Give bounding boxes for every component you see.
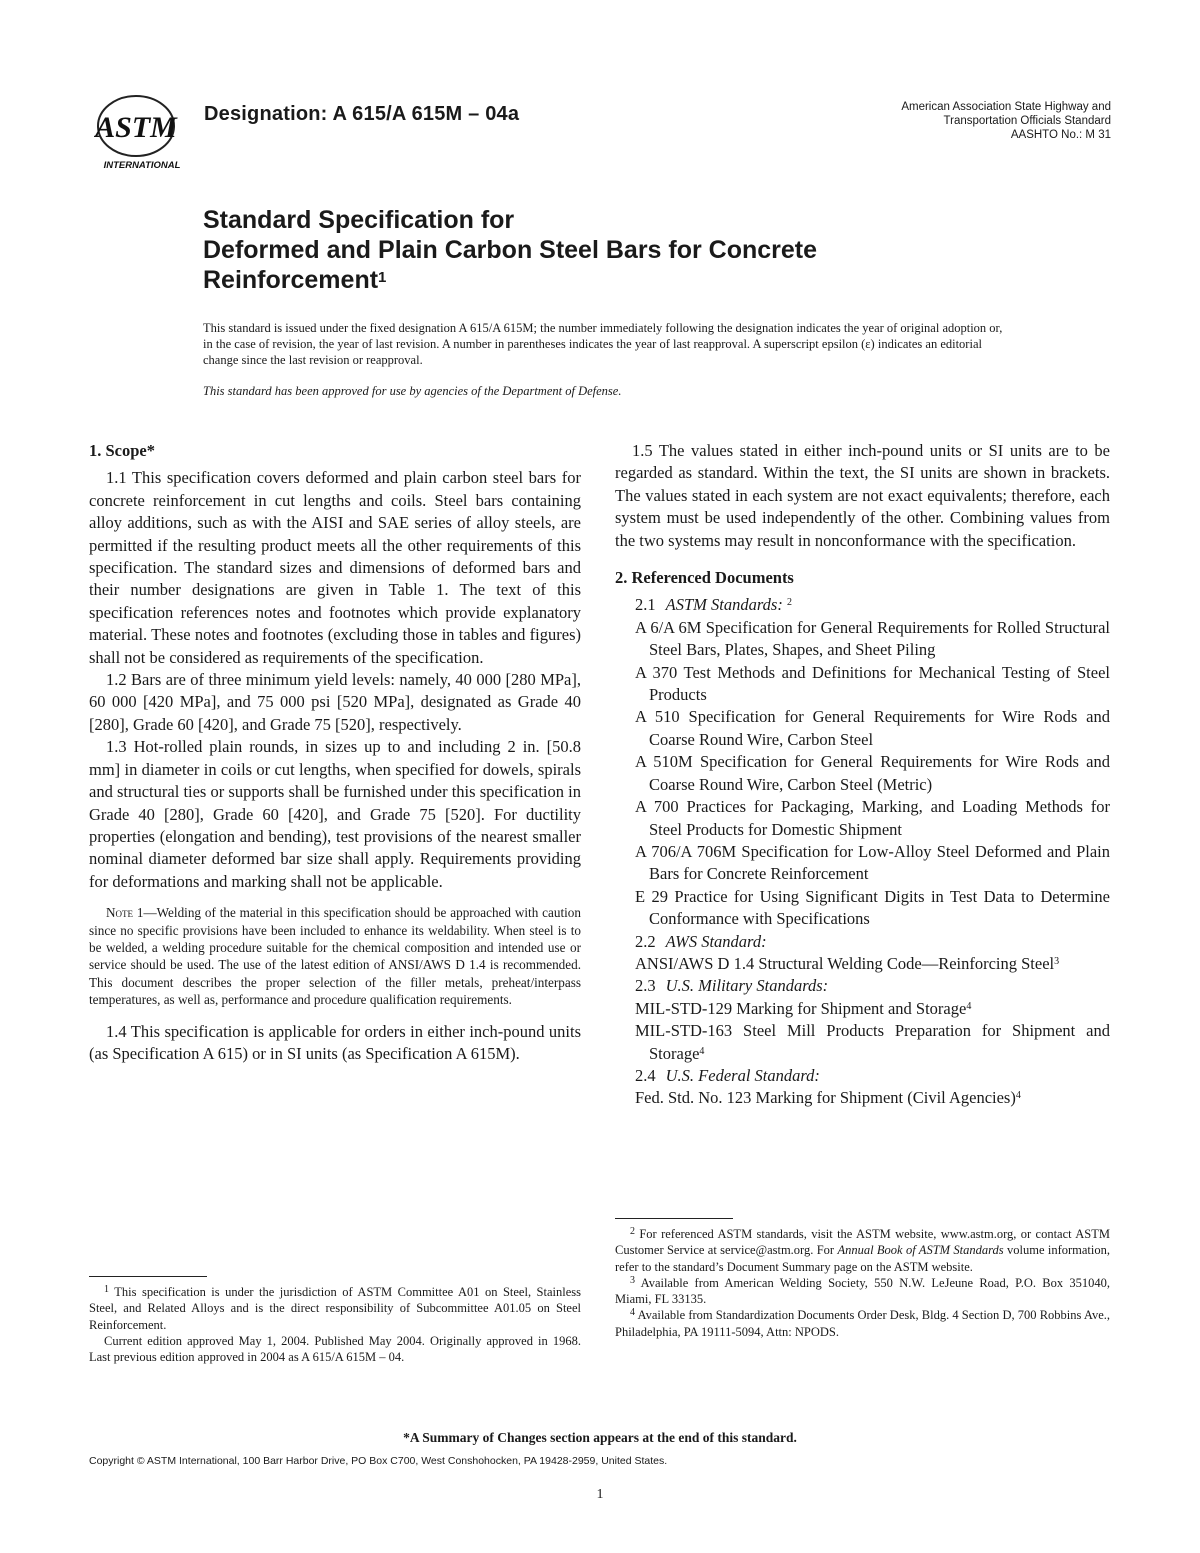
scope-heading: 1. Scope* [89,441,155,460]
astm-reference-item: A 370 Test Methods and Definitions for Mechanical Testing of Steel Products [635,662,1110,705]
astm-reference-item: A 6/A 6M Specification for General Requirements for Rolled Structural Steel Bars, Plates, Shapes, and Sheet Piling [635,617,1110,660]
right-column [615,440,1110,1110]
aws-footnote-ref: 3 [1054,955,1060,967]
para-1-5: 1.5 The values stated in either inch-pound units or SI units are to be regarded as standard. Within the text, the SI units are shown in brackets. The values stated in each system are not exact equivalents; therefore, each system must be used independently of the other. Combining values from the two systems may result in nonconformance with the specification. [615,441,1110,550]
footnote-1 [89,1284,581,1333]
title-line3-text: Reinforcement [203,266,379,294]
sub-2-2-title: AWS Standard: [665,931,767,951]
footnotes-left [89,1284,581,1365]
note-label: Note 1 [106,905,144,921]
astm-reference-item: A 706/A 706M Specification for Low-Alloy Steel Deformed and Plain Bars for Concrete Reinforcement [635,841,1110,884]
org-line3: AASHTO No.: M 31 [1010,129,1111,141]
sub-2-1-num: 2.1 [635,595,656,615]
title-line2: Deformed and Plain Carbon Steel Bars for Concrete [203,236,818,264]
left-column [89,440,581,1065]
sub-2-3 [615,975,1110,997]
sub-2-4 [615,1065,1110,1087]
footnote-4-text: Available from Standardization Documents Order Desk, Bldg. 4 Section D, 700 Robbins Ave., Philadelphia, PA 19111-5094, Attn: NPODS. [615,1308,1110,1339]
para-1-4: 1.4 This specification is applicable for orders in either inch-pound units (as Specification A 615) or in SI units (as Specification A 615M). [89,1021,581,1063]
footnote-3 [615,1275,1110,1308]
org-line1: American Association State Highway and [901,101,1111,113]
logo-text: ASTM [95,111,177,144]
footnote-2-text-a: For referenced ASTM standards, visit the ASTM website, www.astm.org, or contact ASTM Customer Service at service@astm.org. For [615,1227,1111,1258]
footnote-2-mark: 2 [630,1226,635,1237]
footnote-2-italic: Annual Book of ASTM Standards [837,1243,1004,1258]
page-number: 1 [596,1487,604,1502]
aws-reference [615,953,1110,975]
title-footnote-ref: 1 [378,269,387,286]
footnote-rule-left [89,1276,207,1277]
title-line3 [203,265,817,295]
mil-163-text: MIL-STD-163 Steel Mill Products Preparation for Shipment and Storage [635,1021,1110,1063]
para-1-1: 1.1 This specification covers deformed and plain carbon steel bars for concrete reinforcement in cut lengths and coils. Steel bars containing alloy additions, such as with the AISI and SAE series of alloy steels, are permitted if the resulting product meets all the other requirements of this specification. The standard sizes and dimensions of deformed bars and their number designations are given in Table 1. The text of this specification references notes and footnotes which provide explanatory material. These notes and footnotes (excluding those in tables and figures) shall not be considered as requirements of the specification. [89,468,581,667]
referenced-docs-heading: 2. Referenced Documents [615,568,794,588]
mil-163-footnote-ref: 4 [699,1045,705,1057]
astm-reference-item: E 29 Practice for Using Significant Digits in Test Data to Determine Conformance with Specifications [635,886,1110,929]
sub-2-4-num: 2.4 [635,1065,656,1085]
note-text: —Welding of the material in this specification should be approached with caution since no specific provisions have been included to enhance its weldability. When steel is to be welded, a welding procedure suitable for the chemical composition and intended use or service should be used. The use of the latest edition of ANSI/AWS D 1.4 is recommended. This document describes the proper selection of the filler metals, preheat/interpass temperatures, as well as, performance and procedure qualification requirements. [89,905,581,1008]
astm-reference-item: A 510 Specification for General Requirements for Wire Rods and Coarse Round Wire, Carbon Steel [635,707,1110,749]
dod-approved-note: This standard has been approved for use by agencies of the Department of Defense. [203,384,622,398]
para-1-3: 1.3 Hot-rolled plain rounds, in sizes up to and including 2 in. [50.8 mm] in diameter in coils or cut lengths, when specified for dowels, spirals and structural ties or supports shall be furnished under this specification in Grade 40 [280], Grade 60 [420], and Grade 75 [520]. For ductility properties (elongation and bending), test provisions of the nearest smaller nominal diameter deformed bar size shall apply. Requirements providing for deformations and marking shall not be applicable. [89,737,581,891]
footnote-rule-right [615,1218,733,1219]
aashto-org [901,100,1111,142]
sub-2-1 [615,594,1110,616]
fed-reference [615,1087,1110,1109]
logo-sub-text: INTERNATIONAL [103,160,181,171]
footnote-2 [615,1226,1110,1275]
footnote-2-text-b: volume information, refer to the standard’s Document Summary page on the ASTM website. [615,1243,1110,1274]
sub-2-1-title: ASTM Standards: [665,595,783,615]
sub-2-3-title: U.S. Military Standards: [665,976,829,996]
astm-reference-item: A 510M Specification for General Requirements for Wire Rods and Coarse Round Wire, Carbon Steel (Metric) [635,752,1110,794]
mil-129-footnote-ref: 4 [966,1000,972,1012]
footnote-3-text: Available from American Welding Society, 550 N.W. LeJeune Road, P.O. Box 351040, Miami, FL 33135. [615,1275,1110,1307]
astm-reference-list [615,617,1110,931]
para-1-2: 1.2 Bars are of three minimum yield levels: namely, 40 000 [280 MPa], 60 000 [420 MPa], and 75 000 psi [520 MPa], designated as Grade 40 [280], Grade 60 [420], and Grade 75 [520], respectively. [89,670,581,734]
footnote-4-mark: 4 [630,1307,635,1319]
copyright: Copyright © ASTM International, 100 Barr Harbor Drive, PO Box C700, West Conshohocken, PA 19428-2959, United States. [89,1455,668,1467]
footnote-1-edition: Current edition approved May 1, 2004. Published May 2004. Originally approved in 1968. Last previous edition approved in 2004 as A 615/A 615M – 04. [89,1333,581,1365]
issued-note: This standard is issued under the fixed designation A 615/A 615M; the number immediately following the designation indicates the year of original adoption or, in the case of revision, the year of last revision. A number in parentheses indicates the year of last reapproval. A superscript epsilon (ε) indicates an editorial change since the last revision or reapproval. [203,321,1003,367]
footnote-3-mark: 3 [630,1274,635,1286]
footnote-1-text: This specification is under the jurisdiction of ASTM Committee A01 on Steel, Stainless Steel, and Related Alloys and is the direct responsibility of Subcommittee A01.05 on Steel Reinforcement. [89,1285,582,1332]
aws-reference-text: ANSI/AWS D 1.4 Structural Welding Code—Reinforcing Steel [635,953,1055,973]
page-title [203,205,817,295]
title-line1: Standard Specification for [203,206,515,234]
footnotes-right [615,1226,1110,1340]
footnote-1-mark: 1 [104,1284,109,1295]
org-line2: Transportation Officials Standard [943,115,1111,127]
designation: Designation: A 615/A 615M – 04a [204,103,520,125]
sub-2-2 [615,931,1110,953]
sub-2-1-footnote-ref: 2 [786,597,792,609]
summary-of-changes-note: *A Summary of Changes section appears at the end of this standard. [403,1430,797,1445]
astm-reference-item: A 700 Practices for Packaging, Marking, and Loading Methods for Steel Products for Domestic Shipment [635,797,1110,839]
fed-footnote-ref: 4 [1015,1090,1021,1102]
fed-reference-text: Fed. Std. No. 123 Marking for Shipment (Civil Agencies) [635,1088,1016,1108]
mil-129-text: MIL-STD-129 Marking for Shipment and Storage [635,998,967,1018]
sub-2-4-title: U.S. Federal Standard: [665,1065,820,1085]
footnote-4 [615,1307,1110,1340]
sub-2-2-num: 2.2 [635,931,656,951]
mil-reference-163 [615,1020,1110,1065]
sub-2-3-num: 2.3 [635,976,656,996]
mil-reference-129 [615,998,1110,1020]
note-1 [89,904,581,1008]
astm-logo [94,92,194,174]
